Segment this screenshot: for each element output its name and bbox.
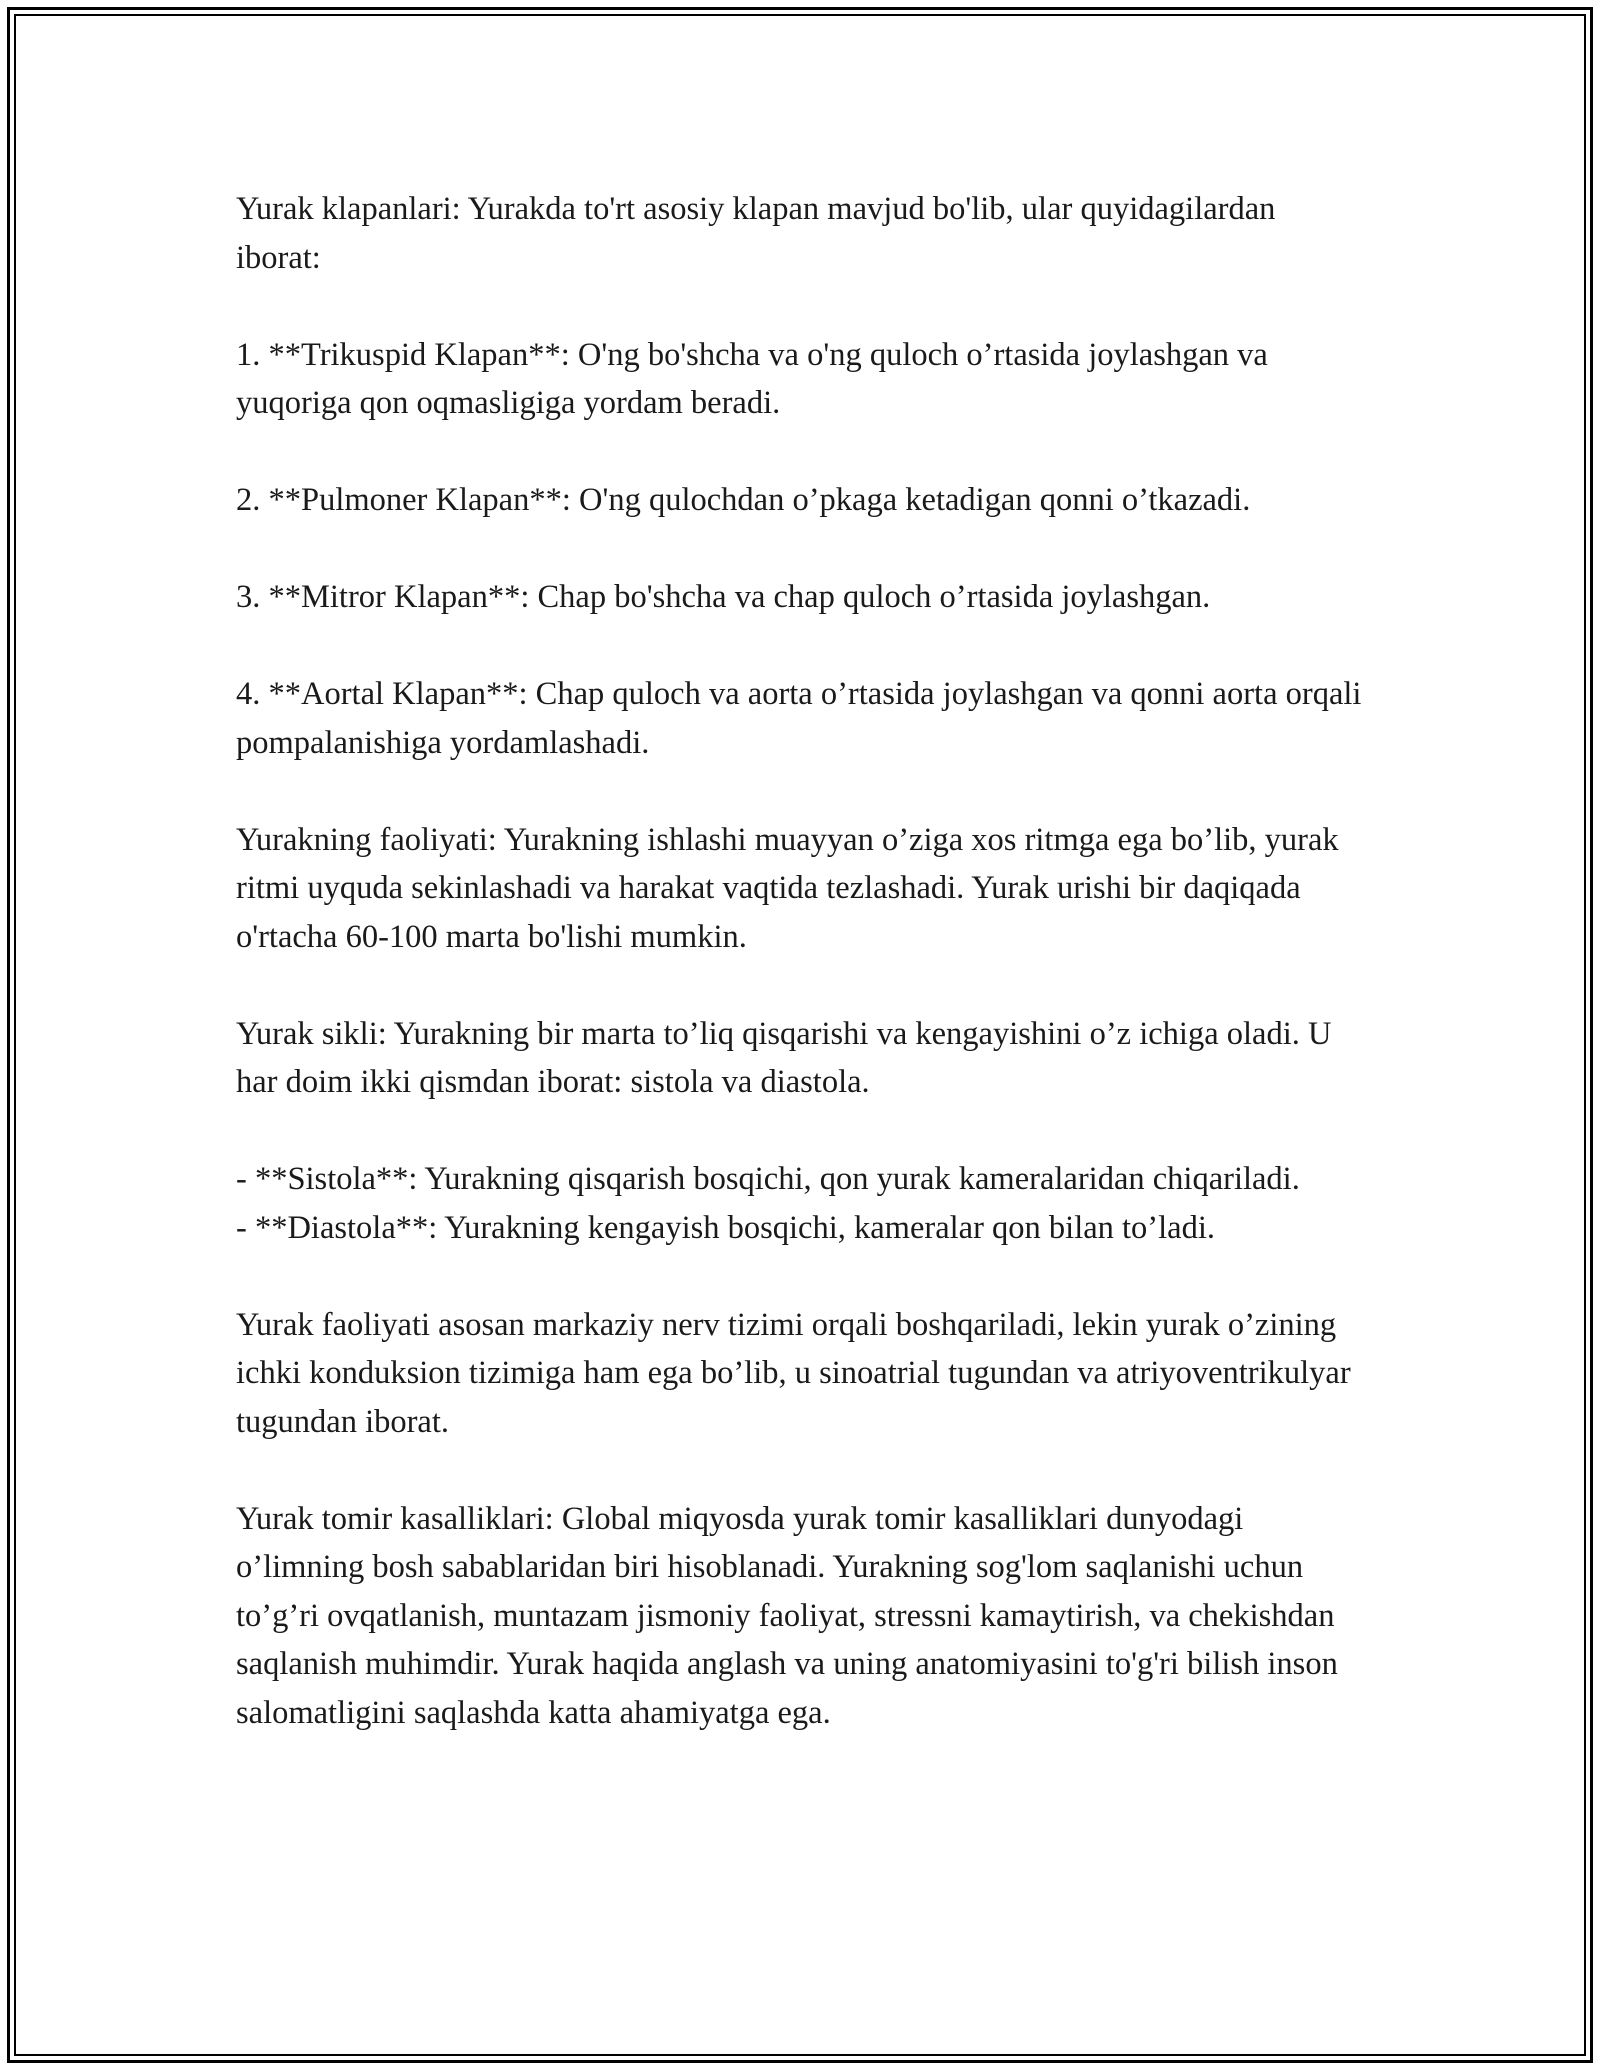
paragraph-heart-valves-intro: Yurak klapanlari: Yurakda to'rt asosiy klapan mavjud bo'lib, ular quyidagilardan iborat: bbox=[236, 191, 1284, 276]
list-item-tricuspid-valve: 1. **Trikuspid Klapan**: O'ng bo'shcha va o'ng quloch o’rtasida joylashgan va yuqoriga qon oqmasligiga yordam beradi. bbox=[236, 336, 1276, 421]
list-item-pulmonary-valve: 2. **Pulmoner Klapan**: O'ng qulochdan o’pkaga ketadigan qonni o’tkazadi. bbox=[236, 482, 1251, 518]
paragraph-heart-activity: Yurakning faoliyati: Yurakning ishlashi muayyan o’ziga xos ritmga ega bo’lib, yurak ritmi uyquda sekinlashadi va harakat vaqtida tezlashadi. Yurak urishi bir daqiqada o'rtacha 60-100 marta bo'lishi mumkin. bbox=[236, 821, 1347, 955]
paragraph-cardiac-cycle: Yurak sikli: Yurakning bir marta to’liq qisqarishi va kengayishini o’z ichiga oladi. U har doim ikki qismdan iborat: sistola va diastola. bbox=[236, 1015, 1340, 1100]
list-item-diastole: - **Diastola**: Yurakning kengayish bosqichi, kameralar qon bilan to’ladi. bbox=[236, 1209, 1215, 1246]
document-body bbox=[236, 185, 1370, 1786]
list-item-mitral-valve: 3. **Mitror Klapan**: Chap bo'shcha va chap quloch o’rtasida joylashgan. bbox=[236, 579, 1211, 615]
paragraph-cardiovascular-diseases: Yurak tomir kasalliklari: Global miqyosda yurak tomir kasalliklari dunyodagi o’limning bosh sabablaridan biri hisoblanadi. Yurakning sog'lom saqlanishi uchun to’g’ri ovqatlanish, muntazam jismoniy faoliyat, stressni kamaytirish, va chekishdan saqlanish muhimdir. Yurak haqida anglash va uning anatomiyasini to'g'ri bilish inson salomatligini saqlashda katta ahamiyatga ega. bbox=[236, 1500, 1346, 1731]
paragraph-conduction-system: Yurak faoliyati asosan markaziy nerv tizimi orqali boshqariladi, lekin yurak o’zining ichki konduksion tizimiga ham ega bo’lib, u sinoatrial tugundan va atriyoventrikulyar tugundan iborat. bbox=[236, 1306, 1359, 1440]
list-item-systole: - **Sistola**: Yurakning qisqarish bosqichi, qon yurak kameralaridan chiqariladi. bbox=[236, 1161, 1300, 1197]
list-item-aortic-valve: 4. **Aortal Klapan**: Chap quloch va aorta o’rtasida joylashgan va qonni aorta orqali pompalanishiga yordamlashadi. bbox=[236, 676, 1370, 761]
